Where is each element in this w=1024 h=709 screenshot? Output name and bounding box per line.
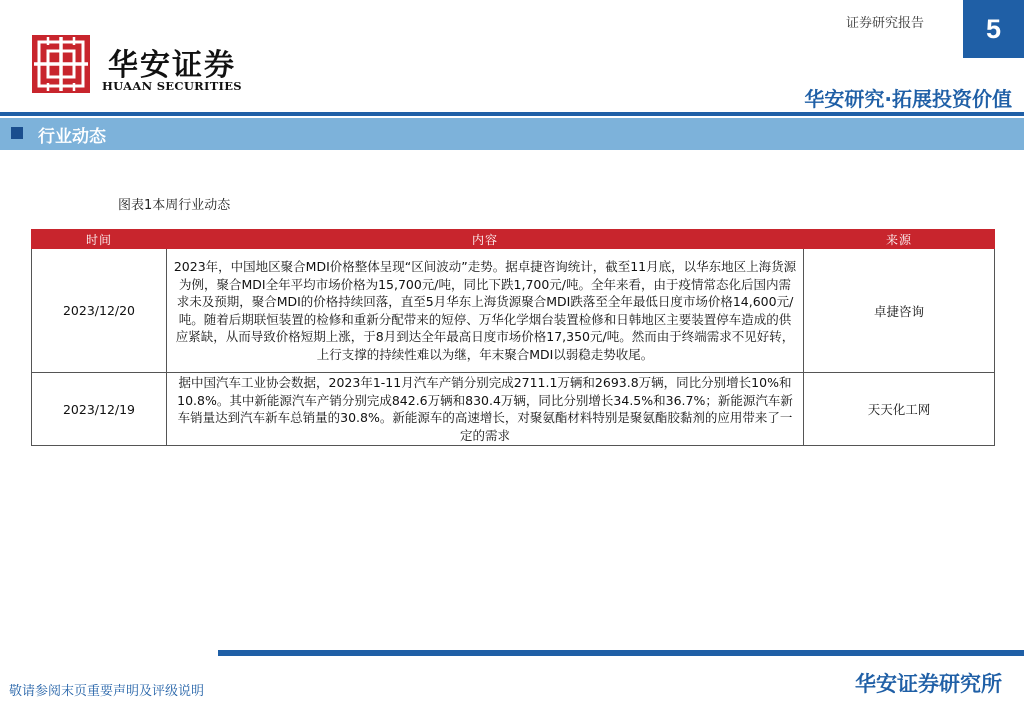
table-header-row — [32, 230, 995, 249]
table-row — [32, 373, 995, 446]
header-divider — [0, 112, 1024, 116]
logo-wordmark-en: HUAAN SECURITIES — [102, 79, 242, 93]
row-date: 2023/12/19 — [32, 373, 167, 446]
page-number: 5 — [985, 13, 1002, 44]
column-header-date: 时间 — [32, 230, 167, 249]
document-type: 证券研究报告 — [846, 16, 925, 31]
industry-news-table — [31, 229, 995, 446]
section-header-bar — [0, 118, 1024, 150]
header-slogan: 华安研究·拓展投资价值 — [804, 87, 1012, 111]
footer-divider — [218, 650, 1024, 656]
row-content: 2023年，中国地区聚合MDI价格整体呈现“区间波动”走势。据卓捷咨询统计，截至11月底，以华东地区上海货源为例，聚合MDI全年平均市场价格为15,700元/吨，同比下跌1,700元/吨。全年来看，由于疫情常态化后国内需求未及预期，聚合MDI的价格持续回落，直至5月华东上海货源聚合MDI跌落至全年最低日度市场价格14,600元/吨。随着后期联恒装置的检修和重新分配带来的短停、万华化学烟台装置检修和日韩地区主要装置停车造成的供应紧缺，从而导致价格短期上涨，于8月到达全年最高日度市场价格17,350元/吨。然而由于终端需求不见好转，上行支撑的持续性难以为继，年末聚合MDI以弱稳走势收尾。 — [167, 249, 804, 373]
row-date: 2023/12/20 — [32, 249, 167, 373]
huaan-logo-icon — [32, 35, 90, 93]
column-header-content: 内容 — [167, 230, 804, 249]
footer-institute: 华安证券研究所 — [855, 672, 1002, 696]
section-title: 行业动态 — [38, 127, 106, 147]
logo-wordmark-cn: 华安证券 — [108, 48, 236, 83]
row-source: 天天化工网 — [804, 373, 995, 446]
section-bullet-icon — [11, 127, 23, 139]
row-content: 据中国汽车工业协会数据，2023年1-11月汽车产销分别完成2711.1万辆和2693.8万辆，同比分别增长10%和10.8%。其中新能源汽车产销分别完成842.6万辆和830.4万辆，同比分别增长34.5%和36.7%；新能源汽车新车销量达到汽车新车总销量的30.8%。新能源车的高速增长，对聚氨酯材料特别是聚氨酯胶黏剂的应用带来了一定的需求 — [167, 373, 804, 446]
page-number-badge — [963, 0, 1024, 58]
figure-title: 图表1本周行业动态 — [118, 198, 231, 213]
column-header-source: 来源 — [804, 230, 995, 249]
row-source: 卓捷咨询 — [804, 249, 995, 373]
footer-disclaimer: 敬请参阅末页重要声明及评级说明 — [9, 684, 205, 699]
table-row — [32, 249, 995, 373]
